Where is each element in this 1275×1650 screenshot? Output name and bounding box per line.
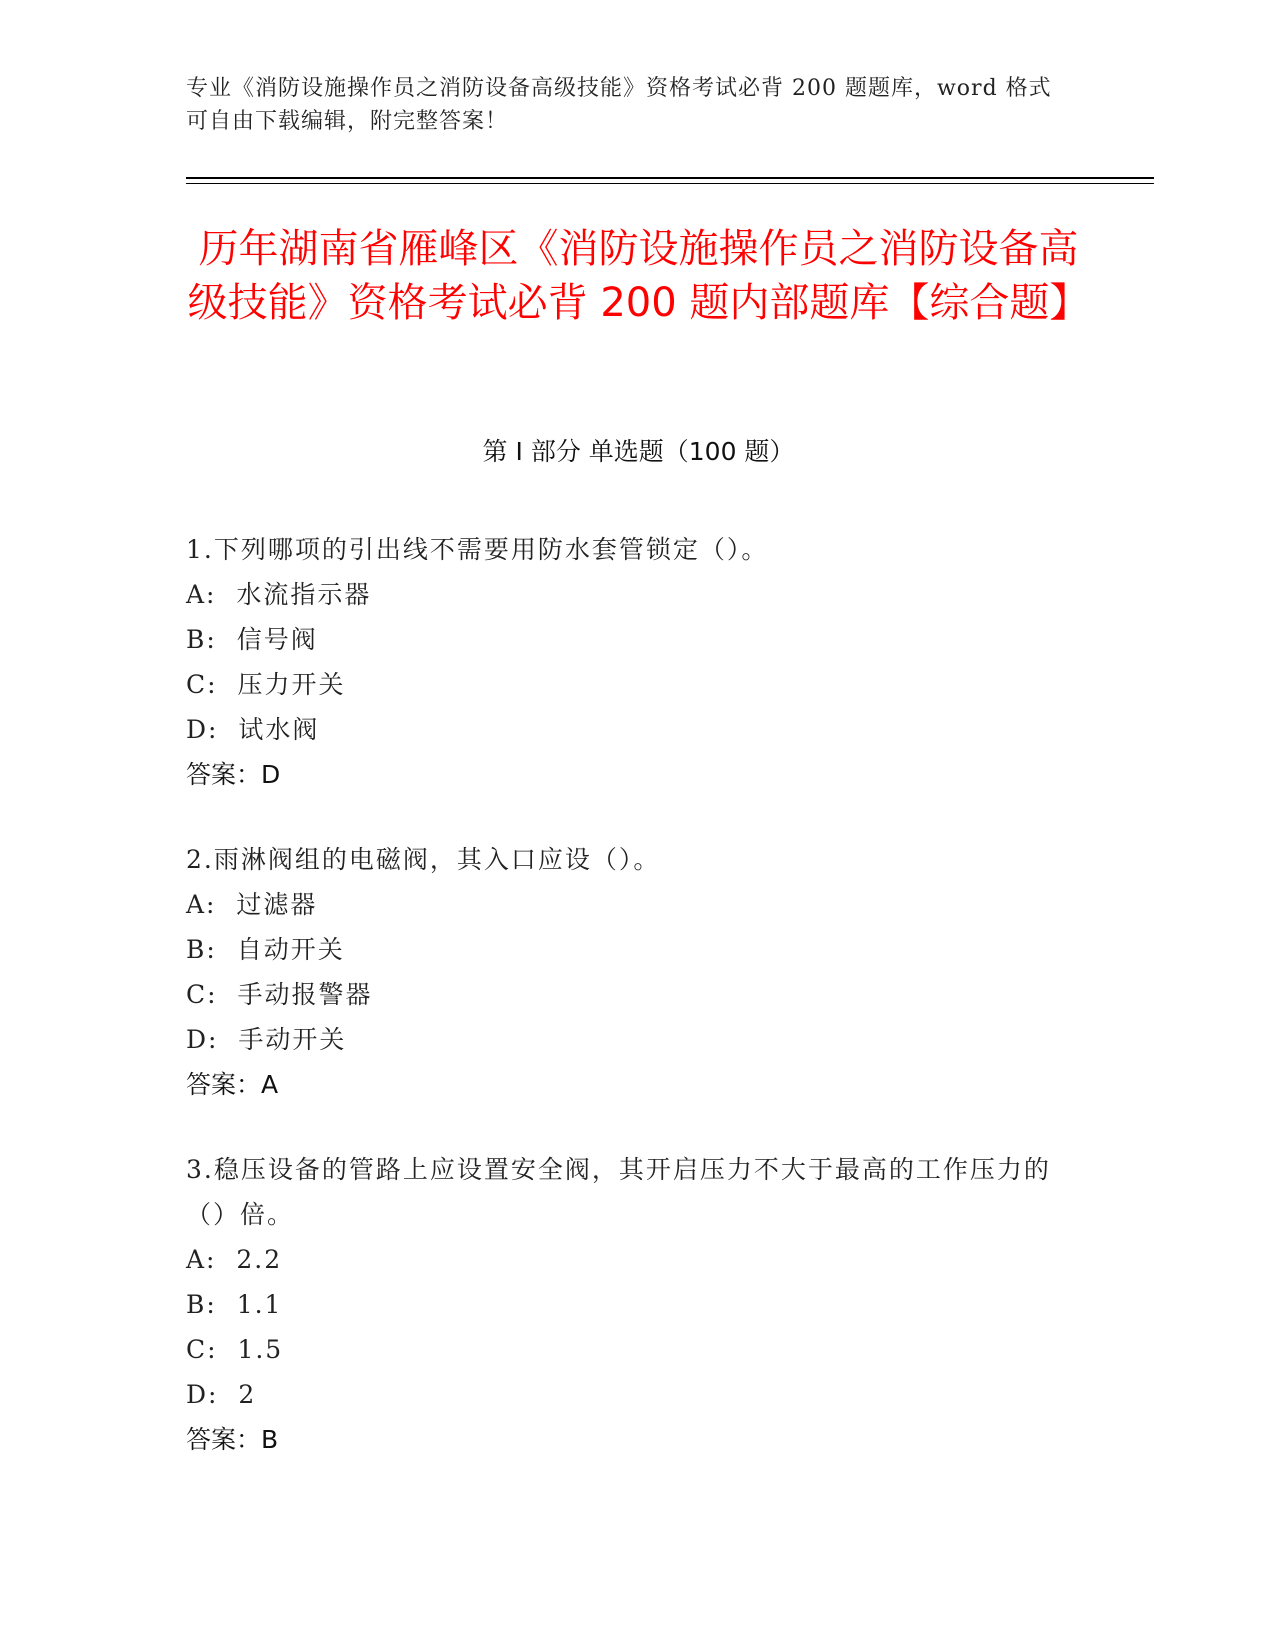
option-a: A: 水流指示器 [186,580,372,609]
question-stem: 2.雨淋阀组的电磁阀，其入口应设（）。 [186,845,661,874]
question-item [186,527,1066,797]
option-c: C: 手动报警器 [186,980,373,1009]
header-divider-thin [186,183,1154,184]
header-divider-thick [186,177,1154,179]
document-title: 历年湖南省雁峰区《消防设施操作员之消防设备高级技能》资格考试必背 200 题内部题库【综合题】 [187,226,1090,326]
option-d: D: 试水阀 [186,715,320,744]
question-item [186,1147,1066,1462]
question-item [186,837,1066,1107]
answer: 答案：B [186,1425,279,1454]
option-a: A: 2.2 [186,1245,283,1274]
option-b: B: 自动开关 [186,935,345,964]
option-c: C: 1.5 [186,1335,284,1364]
section-heading: 第 I 部分 单选题（100 题） [482,437,795,466]
question-stem: 1.下列哪项的引出线不需要用防水套管锁定（）。 [186,535,769,564]
answer: 答案：D [186,760,281,789]
option-b: B: 1.1 [186,1290,283,1319]
option-d: D: 2 [186,1380,257,1409]
option-b: B: 信号阀 [186,625,318,654]
option-a: A: 过滤器 [186,890,318,919]
answer: 答案：A [186,1070,279,1099]
question-list [186,527,1066,1502]
header-note: 专业《消防设施操作员之消防设备高级技能》资格考试必背 200 题题库，word 格式可自由下载编辑，附完整答案！ [186,76,1052,134]
option-c: C: 压力开关 [186,670,346,699]
question-stem: 3.稳压设备的管路上应设置安全阀，其开启压力不大于最高的工作压力的（）倍。 [186,1155,1051,1229]
option-d: D: 手动开关 [186,1025,347,1054]
